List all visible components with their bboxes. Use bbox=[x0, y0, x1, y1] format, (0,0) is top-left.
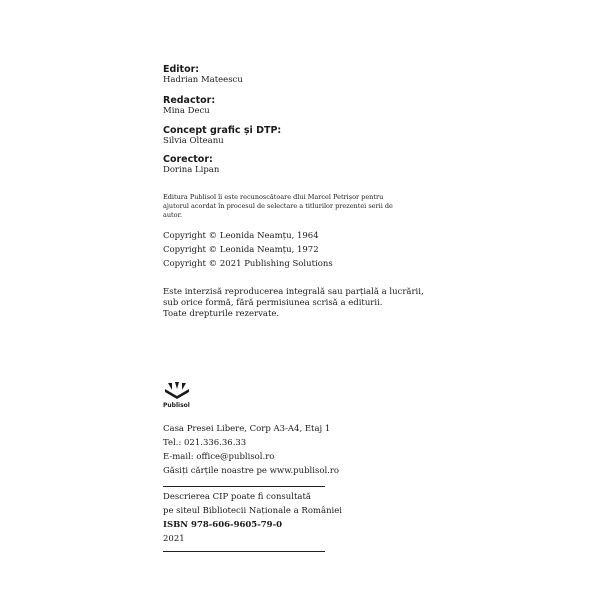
address-line: Casa Presei Libere, Corp A3-A4, Etaj 1 bbox=[163, 424, 331, 434]
credit-name: Dorina Lipan bbox=[163, 165, 220, 175]
phone-line: Tel.: 021.336.36.33 bbox=[163, 438, 247, 448]
copyright-line: Copyright © Leonida Neamțu, 1972 bbox=[163, 245, 319, 255]
credit-role: Redactor: bbox=[163, 95, 216, 106]
credit-editor bbox=[163, 64, 243, 86]
copyright-block bbox=[163, 229, 333, 271]
cip-line: pe siteul Bibliotecii Naționale a României bbox=[163, 506, 343, 516]
rights-notice bbox=[163, 287, 424, 320]
isbn-line: ISBN 978-606-9605-79-0 bbox=[163, 520, 283, 530]
credit-design bbox=[163, 125, 281, 147]
publisol-logo bbox=[163, 381, 191, 411]
credit-name: Hadrian Mateescu bbox=[163, 75, 243, 85]
publisol-logo-icon bbox=[163, 381, 191, 401]
email-line: E-mail: office@publisol.ro bbox=[163, 452, 275, 462]
credit-corector bbox=[163, 154, 219, 176]
acknowledgement-note: Editura Publisol îi este recunoscătoare dlui Marcel Petrișor pentru ajutorul acordat în procesul de selectare a titlurilor prezentei serii de autor. bbox=[163, 193, 393, 219]
credit-role: Corector: bbox=[163, 154, 213, 165]
publisher-contact bbox=[163, 422, 339, 478]
credit-redactor bbox=[163, 95, 215, 117]
divider-top bbox=[163, 486, 325, 487]
credit-role: Concept grafic și DTP: bbox=[163, 125, 282, 136]
copyright-line: Copyright © 2021 Publishing Solutions bbox=[163, 259, 333, 269]
year-line: 2021 bbox=[163, 534, 185, 544]
divider-bottom bbox=[163, 551, 325, 552]
rights-line: Este interzisă reproducerea integrală sau parțială a lucrării, bbox=[163, 287, 424, 297]
rights-line: Toate drepturile rezervate. bbox=[163, 309, 280, 319]
website-line: Găsiți cărțile noastre pe www.publisol.ro bbox=[163, 466, 340, 476]
credit-name: Silvia Olteanu bbox=[163, 136, 224, 146]
cip-block bbox=[163, 490, 342, 546]
credit-role: Editor: bbox=[163, 64, 200, 75]
credit-name: Mina Decu bbox=[163, 106, 210, 116]
copyright-line: Copyright © Leonida Neamțu, 1964 bbox=[163, 231, 319, 241]
rights-line: sub orice formă, fără permisiunea scrisă a editurii. bbox=[163, 298, 383, 308]
logo-wordmark: Publisol bbox=[163, 402, 190, 409]
cip-line: Descrierea CIP poate fi consultată bbox=[163, 492, 311, 502]
